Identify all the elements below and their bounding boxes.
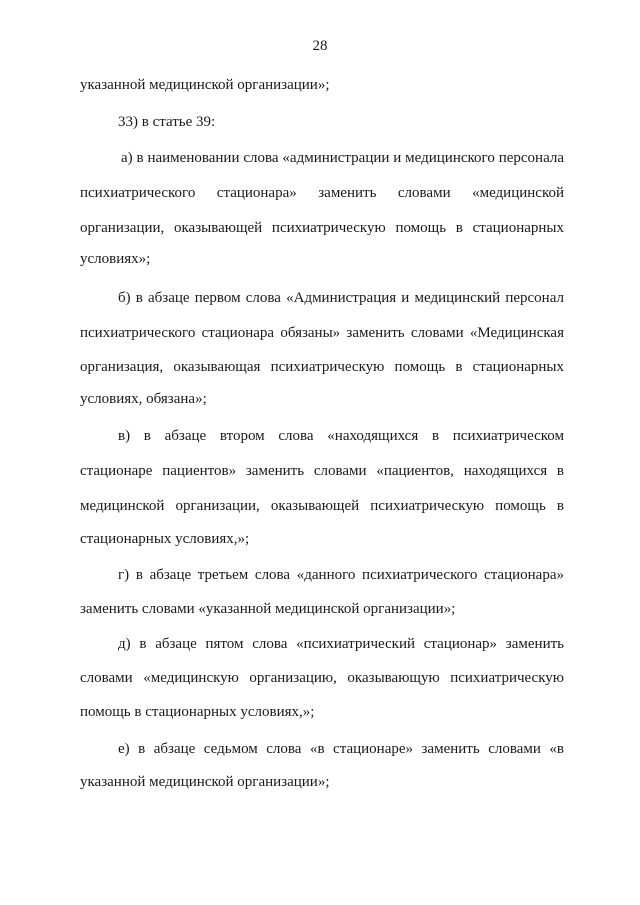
paragraph-v-line-2: стационаре пациентов» заменить словами «пациентов, находящихся в <box>80 463 564 479</box>
list-item-33: 33) в статье 39: <box>118 114 216 130</box>
paragraph-e-line-2: указанной медицинской организации»; <box>80 774 330 790</box>
paragraph-b-line-1: б) в абзаце первом слова «Администрация и медицинский персонал <box>118 290 564 306</box>
paragraph-b-line-4: условиях, обязана»; <box>80 391 207 407</box>
text-line: указанной медицинской организации»; <box>80 77 330 93</box>
paragraph-a-line-1: а) в наименовании слова «администрации и медицинского персонала <box>121 150 564 166</box>
paragraph-a-line-2: психиатрического стационара» заменить словами «медицинской <box>80 185 564 201</box>
paragraph-e-line-1: е) в абзаце седьмом слова «в стационаре» заменить словами «в <box>118 741 564 757</box>
paragraph-d-line-2: словами «медицинскую организацию, оказывающую психиатрическую <box>80 670 564 686</box>
paragraph-v-line-4: стационарных условиях,»; <box>80 531 250 547</box>
paragraph-g-line-1: г) в абзаце третьем слова «данного психиатрического стационара» <box>118 567 564 583</box>
paragraph-b-line-2: психиатрического стационара обязаны» заменить словами «Медицинская <box>80 325 564 341</box>
paragraph-d-line-3: помощь в стационарных условиях,»; <box>80 704 315 720</box>
paragraph-b-line-3: организация, оказывающая психиатрическую помощь в стационарных <box>80 359 564 375</box>
paragraph-a-line-3: организации, оказывающей психиатрическую помощь в стационарных <box>80 220 564 236</box>
paragraph-v-line-1: в) в абзаце втором слова «находящихся в психиатрическом <box>118 428 564 444</box>
paragraph-g-line-2: заменить словами «указанной медицинской организации»; <box>80 601 456 617</box>
paragraph-a-line-4: условиях»; <box>80 251 151 267</box>
paragraph-v-line-3: медицинской организации, оказывающей психиатрическую помощь в <box>80 498 564 514</box>
paragraph-d-line-1: д) в абзаце пятом слова «психиатрический стационар» заменить <box>118 636 564 652</box>
page-number: 28 <box>312 38 328 54</box>
